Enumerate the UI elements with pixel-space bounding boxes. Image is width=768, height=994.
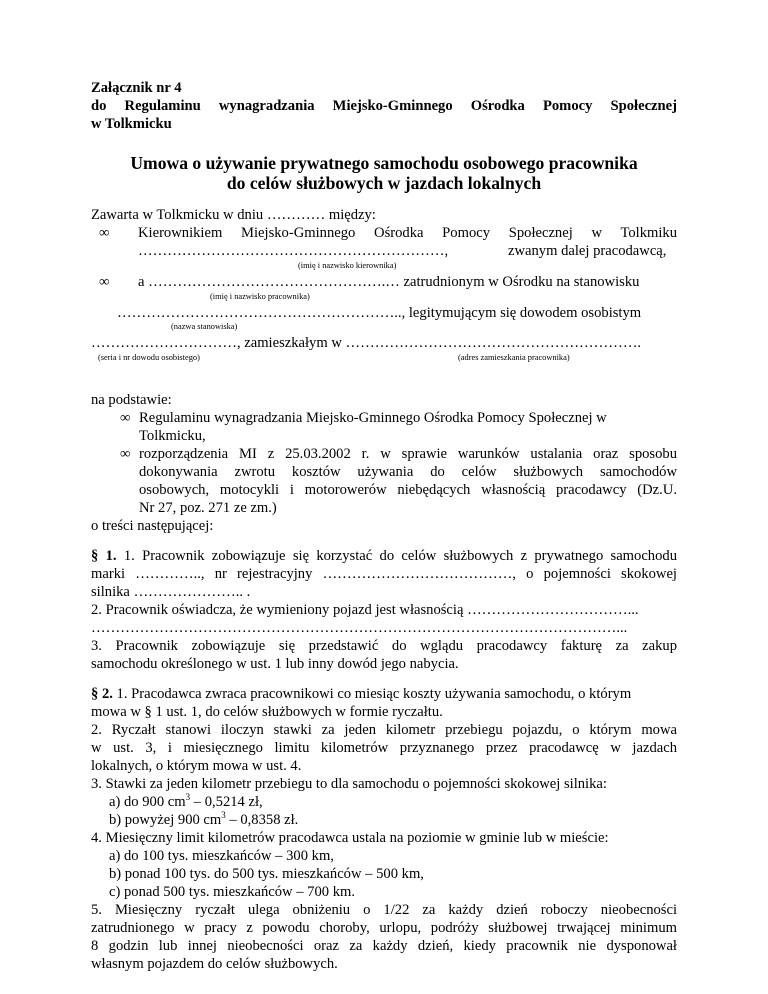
annex-regulation-line: do Regulaminu wynagradzania Miejsko-Gminnego Ośrodka Pomocy Społecznej [91,98,677,114]
basis-regulation-line-1: Regulaminu wynagradzania Miejsko-Gminnego Ośrodka Pomocy Społecznej w [139,410,607,426]
section-1-line-7: samochodu określonego w ust. 1 lub inny dowód jego nabycia. [91,656,459,672]
basis-decree-line-3: osobowych, motocykli i motorowerów niebędących własnością pracodawcy (Dz.U. [139,482,677,498]
annex-location: w Tolkmicku [91,116,172,132]
section-1-line-3: silnika ………………….. . [91,584,251,600]
section-2-p2-line-3: lokalnych, o którym mowa w ust. 4. [91,758,302,774]
limit-c: c) ponad 500 tys. mieszkańców – 700 km. [109,884,356,900]
basis-decree-line-4: Nr 27, poz. 271 ze zm.) [139,500,277,516]
caption-id-number: (seria i nr dowodu osobistego) [98,353,200,362]
document-title-line-1: Umowa o używanie prywatnego samochodu osobowego pracownika [130,153,638,173]
id-address-line: …………………………, zamieszkałym w ……………………………………………………. [91,335,642,351]
rate-a: a) do 900 $cm^3 - 0,5214$ zł, [109,792,263,810]
section-1-line-5: ………………………………………………………………………………………………... [91,620,628,636]
section-2-p5-line-2: zatrudnionego w pracy z powodu choroby, urlopu, podróży służbowej trwającej minimum [91,920,677,936]
section-2-p5-line-1: 5. Miesięczny ryczałt ulega obniżeniu o 1/22 za każdy dzień roboczy nieobecności [91,902,677,918]
limit-b: b) ponad 100 tys. do 500 tys. mieszkańców – 500 km, [109,866,424,882]
section-2-p3: 3. Stawki za jeden kilometr przebiegu to dla samochodu o pojemności skokowej silnika: [91,776,607,792]
section-2-p4: 4. Miesięczny limit kilometrów pracodawca ustala na poziomie w gminie lub w mieście: [91,830,609,846]
bullet-icon: ∞ [99,225,110,241]
section-2-text: 1. Pracodawca zwraca pracownikowi co miesiąc koszty używania samochodu, o którym [116,686,632,702]
party-manager-line: Kierownikiem Miejsko-Gminnego Ośrodka Pomocy Społecznej w Tolkmiku [138,225,677,241]
annex-number: Załącznik nr 4 [91,80,182,96]
section-2-p5-line-4: własnym pojazdem do celów służbowych. [91,956,338,972]
contract-intro: Zawarta w Tolkmicku w dniu ………… między: [91,207,376,223]
caption-employee-name: (imię i nazwisko pracownika) [210,292,310,301]
basis-label: na podstawie: [91,392,172,408]
document-title-line-2: do celów służbowych w jazdach lokalnych [226,173,542,193]
caption-address: (adres zamieszkania pracownika) [458,353,570,362]
section-1-text: 1. Pracownik zobowiązuje się korzystać do celów służbowych z prywatnego samochodu [123,548,677,564]
section-2-line-2: mowa w § 1 ust. 1, do celów służbowych w formie ryczałtu. [91,704,443,720]
bullet-icon: ∞ [120,446,131,462]
rate-b: b) powyżej 900 $cm^3 - 0,8358$ zł. [109,810,299,828]
basis-regulation-line-2: Tolkmicku, [139,428,206,444]
section-1-number: § 1. [91,548,117,564]
caption-manager-name: (imię i nazwisko kierownika) [298,261,397,270]
manager-name-blank: ………………………………………………………, [138,243,449,259]
section-1-line-1 [91,548,677,565]
section-2-p5-line-3: 8 godzin lub innej nieobecności oraz za każdy dzień, kiedy pracownik nie dysponował [91,938,677,954]
basis-decree-line-2: dokonywania zwrotu kosztów używania do celów służbowych samochodów [139,464,677,480]
basis-decree-line-1: rozporządzenia MI z 25.03.2002 r. w sprawie warunków ustalania oraz sposobu [139,446,677,462]
bullet-icon: ∞ [99,274,110,290]
basis-outro: o treści następującej: [91,518,214,534]
bullet-icon: ∞ [120,410,131,426]
section-2-number: § 2. [91,686,113,702]
party-employee-line: a ………………………………………….… zatrudnionym w Ośrodku na stanowisku [138,274,640,290]
position-id-line: ………………………………………………….., legitymującym się dowodem osobistym [117,305,642,321]
section-1-line-2: marki ………….., nr rejestracyjny …………………………………, o pojemności skokowej [91,566,677,582]
limit-a: a) do 100 tys. mieszkańców – 300 km, [109,848,334,864]
employer-designation: zwanym dalej pracodawcą, [508,243,667,259]
section-1-line-4: 2. Pracownik oświadcza, że wymieniony pojazd jest własnością ……………………………... [91,602,639,618]
section-2-p2-line-2: w ust. 3, i miesięcznego limitu kilometrów przyznanego przez pracodawcę w jazdach [91,740,677,756]
section-1-line-6: 3. Pracownik zobowiązuje się przedstawić do wglądu pracodawcy fakturę za zakup [91,638,677,654]
caption-position: (nazwa stanowiska) [171,322,238,331]
section-2-line-1 [91,686,631,703]
section-2-p2-line-1: 2. Ryczałt stanowi iloczyn stawki za jeden kilometr przebiegu pojazdu, o którym mowa [91,722,677,738]
